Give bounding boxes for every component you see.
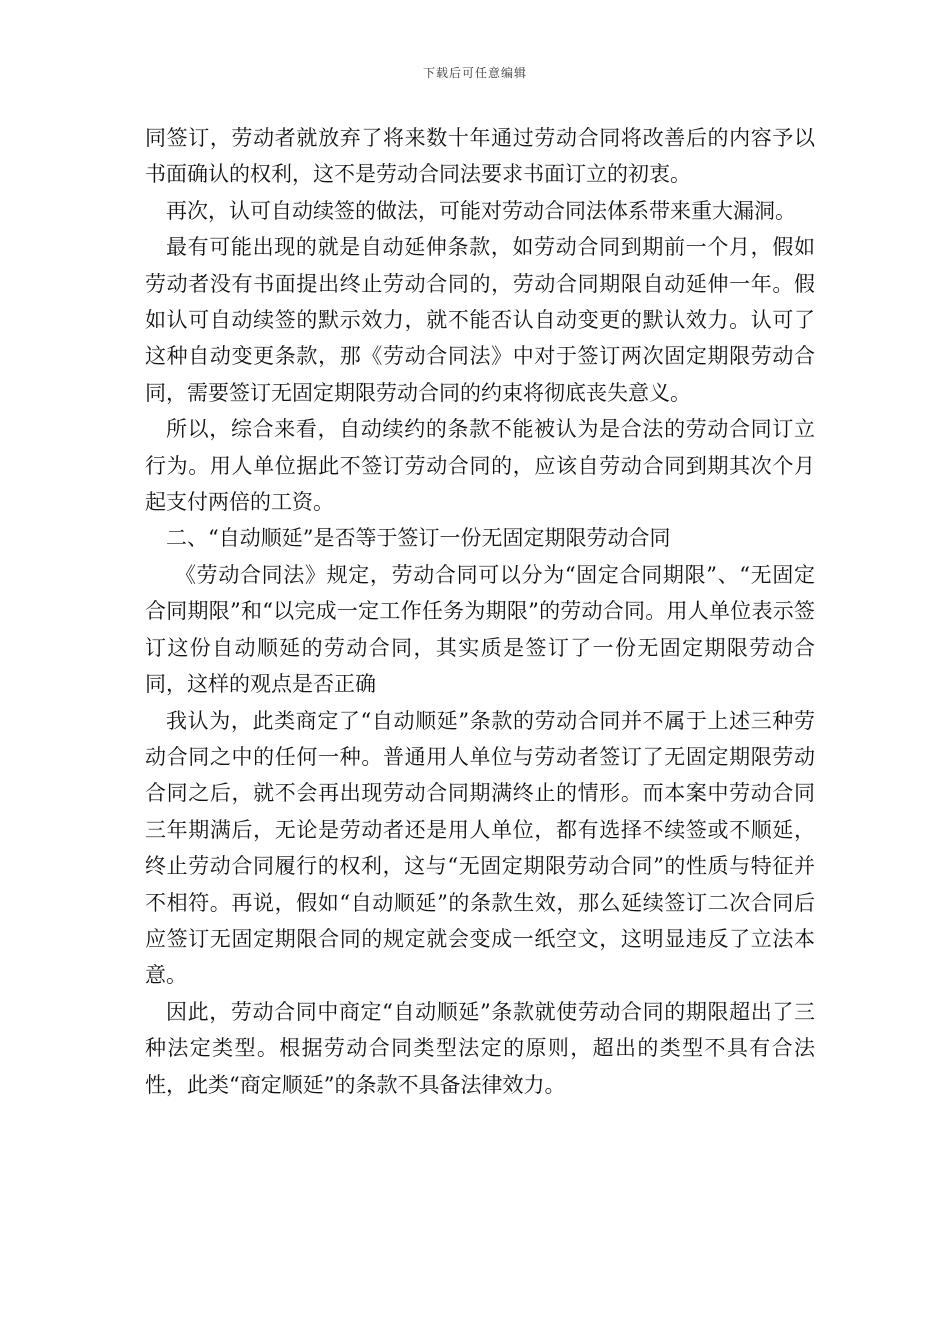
paragraph: 最有可能出现的就是自动延伸条款，如劳动合同到期前一个月，假如劳动者没有书面提出终止劳动合同的，劳动合同期限自动延伸一年。假如认可自动续签的默示效力，就不能否认自动变更的默认效力。认可了这种自动变更条款，那《劳动合同法》中对于签订两次固定期限劳动合同，需要签订无固定期限劳动合同的约束将彻底丧失意义。 — [145, 235, 815, 405]
paragraph: 《劳动合同法》规定，劳动合同可以分为“固定合同期限”、“无固定合同期限”和“以完成一定工作任务为期限”的劳动合同。用人单位表示签订这份自动顺延的劳动合同，其实质是签订了一份无固定期限劳动合同，这样的观点是否正确 — [145, 562, 815, 697]
paragraph: 我认为，此类商定了“自动顺延”条款的劳动合同并不属于上述三种劳动合同之中的任何一种。普通用人单位与劳动者签订了无固定期限劳动合同之后，就不会再出现劳动合同期满终止的情形。而本案中劳动合同三年期满后，无论是劳动者还是用人单位，都有选择不续签或不顺延，终止劳动合同履行的权利，这与“无固定期限劳动合同”的性质与特征并不相符。再说，假如“自动顺延”的条款生效，那么延续签订二次合同后应签订无固定期限合同的规定就会变成一纸空文，这明显违反了立法本意。 — [145, 708, 815, 988]
paragraph: 因此，劳动合同中商定“自动顺延”条款就使劳动合同的期限超出了三种法定类型。根据劳动合同类型法定的原则，超出的类型不具有合法性，此类“商定顺延”的条款不具备法律效力。 — [145, 999, 815, 1097]
paragraph: 所以，综合来看，自动续约的条款不能被认为是合法的劳动合同订立行为。用人单位据此不签订劳动合同的，应该自劳动合同到期其次个月起支付两倍的工资。 — [145, 417, 815, 515]
page-header: 下载后可任意编辑 — [422, 66, 527, 80]
section-heading: 二、“自动顺延”是否等于签订一份无固定期限劳动合同 — [166, 526, 671, 551]
document-body — [145, 120, 815, 1103]
paragraph-continuation: 同签订，劳动者就放弃了将来数十年通过劳动合同将改善后的内容予以书面确认的权利，这不是劳动合同法要求书面订立的初衷。 — [145, 126, 815, 187]
paragraph: 再次，认可自动续签的做法，可能对劳动合同法体系带来重大漏洞。 — [166, 198, 796, 223]
